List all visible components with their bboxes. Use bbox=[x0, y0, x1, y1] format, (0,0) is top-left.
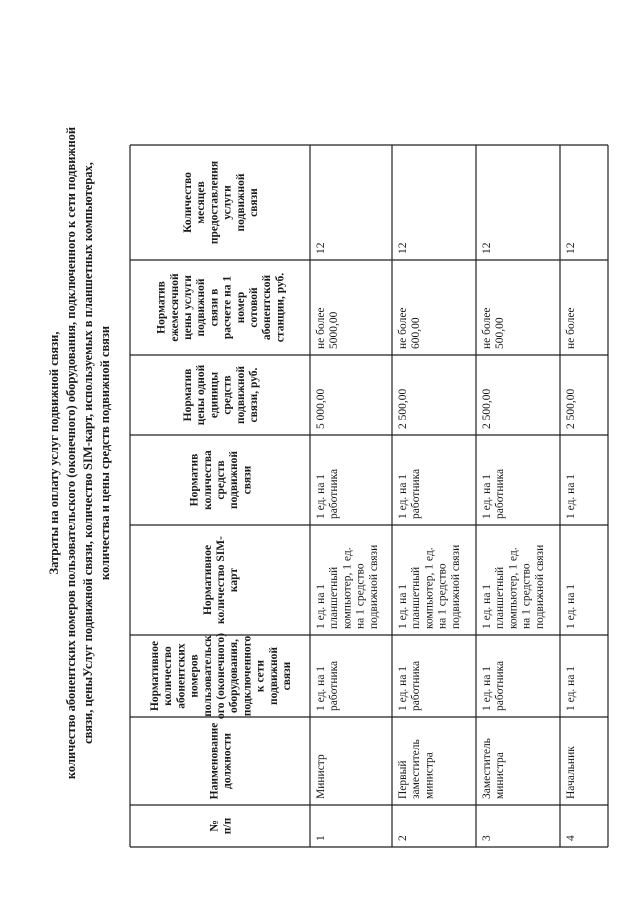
row-1-col-4-line-4: подвижной связи bbox=[367, 544, 380, 629]
row-4-col-6-line-0: 2 500,00 bbox=[565, 388, 577, 429]
header-col-2-line-1: должности bbox=[221, 733, 234, 789]
row-1-col-3-line-0: 1 ед. на 1 bbox=[315, 665, 327, 711]
header-col-2-line-0: Наименование bbox=[208, 722, 221, 800]
header-col-8-line-2: предоставления bbox=[208, 160, 221, 245]
row-1-col-4-line-0: 1 ед. на 1 bbox=[315, 583, 327, 629]
header-col-6-line-4: подвижной bbox=[234, 365, 247, 425]
row-4-col-3-line-0: 1 ед. на 1 bbox=[565, 665, 577, 711]
row-2-col-4-line-1: планшетный bbox=[410, 566, 423, 629]
row-1-col-1-line-0: 1 bbox=[315, 835, 327, 841]
row-3-col-4-line-3: на 1 средство bbox=[520, 563, 533, 629]
header-col-4-line-1: количество SIM- bbox=[215, 536, 227, 624]
row-3-col-4-line-1: планшетный bbox=[494, 566, 507, 629]
row-2-col-2-line-0: Первый bbox=[397, 760, 409, 799]
title-line-4: количества и цены средств подвижной связи bbox=[98, 325, 112, 581]
row-3-col-5-line-0: 1 ед. на 1 bbox=[481, 473, 493, 519]
header-col-7-line-2: цены услуги bbox=[182, 275, 194, 340]
header-col-8-line-0: Количество bbox=[182, 172, 194, 233]
header-col-4-line-2: карт bbox=[228, 567, 241, 593]
row-2-col-4-line-3: на 1 средство bbox=[436, 563, 449, 629]
row-2-col-5-line-1: работника bbox=[410, 468, 423, 519]
norms-table bbox=[149, 161, 577, 841]
row-4-col-2-line-0: Начальник bbox=[565, 746, 577, 799]
row-3-col-2-line-0: Заместитель bbox=[481, 738, 493, 799]
header-col-7-line-1: ежемесячной bbox=[168, 273, 181, 342]
row-2-col-6-line-0: 2 500,00 bbox=[397, 388, 409, 429]
header-col-3-line-4: пользовательск bbox=[201, 635, 214, 717]
row-3-col-1-line-0: 3 bbox=[481, 835, 493, 841]
row-2-col-5-line-0: 1 ед. на 1 bbox=[397, 473, 409, 519]
row-4-col-4-line-0: 1 ед. на 1 bbox=[565, 583, 577, 629]
header-col-6-line-5: связи, руб. bbox=[248, 367, 260, 423]
row-1-col-5-line-1: работника bbox=[328, 468, 341, 519]
header-col-3-line-9: подвижной bbox=[267, 646, 280, 706]
header-col-7-line-8: абонентской bbox=[261, 274, 274, 341]
header-col-3-line-6: оборудования, bbox=[228, 639, 241, 713]
row-2-col-2-line-2: министра bbox=[423, 752, 436, 799]
row-2-col-4-line-4: подвижной связи bbox=[449, 544, 462, 629]
row-4-col-1-line-0: 4 bbox=[565, 835, 577, 841]
row-1-col-2-line-0: Министр bbox=[315, 754, 327, 799]
document-title bbox=[47, 127, 112, 779]
header-col-5-line-2: средств bbox=[215, 460, 227, 500]
row-1-col-7-line-0: не более bbox=[315, 307, 327, 349]
row-4-col-5-line-0: 1 ед. на 1 bbox=[565, 473, 577, 519]
header-col-3-line-0: Нормативное bbox=[149, 640, 161, 712]
row-1-col-4-line-3: на 1 средство bbox=[354, 563, 367, 629]
header-col-5-line-4: связи bbox=[241, 465, 254, 495]
header-col-8-line-4: подвижной bbox=[234, 173, 247, 232]
row-1-col-4-line-2: компьютер, 1 ед. bbox=[341, 547, 354, 629]
header-col-3-line-8: к сети bbox=[254, 659, 267, 693]
header-col-8-line-5: связи bbox=[248, 188, 260, 217]
header-col-3-line-7: подключенного bbox=[241, 635, 254, 717]
row-3-col-4-line-4: подвижной связи bbox=[533, 544, 546, 629]
header-col-6-line-2: единицы bbox=[208, 371, 221, 419]
row-2-col-7-line-1: 600,00 bbox=[410, 317, 423, 349]
row-2-col-3-line-0: 1 ед. на 1 bbox=[397, 665, 409, 711]
row-3-col-4-line-0: 1 ед. на 1 bbox=[481, 583, 493, 629]
header-col-3-line-1: количество bbox=[162, 646, 175, 706]
row-2-col-7-line-0: не более bbox=[397, 307, 409, 349]
row-3-col-7-line-0: не более bbox=[481, 307, 493, 349]
header-col-7-line-6: номер bbox=[234, 291, 247, 324]
row-1-col-5-line-0: 1 ед. на 1 bbox=[315, 473, 327, 519]
header-col-5-line-0: Норматив bbox=[188, 453, 201, 507]
row-3-col-3-line-1: работника bbox=[494, 660, 507, 711]
row-1-col-8-line-0: 12 bbox=[315, 242, 327, 254]
header-col-7-line-0: Норматив bbox=[155, 281, 168, 334]
header-col-3-line-3: номеров bbox=[188, 654, 201, 698]
header-col-1-line-1: п/п bbox=[221, 817, 234, 835]
row-2-col-2-line-1: заместитель bbox=[410, 739, 423, 799]
title-line-2: количество абонентских номеров пользовательского (оконечного) оборудования, подключенного к сети подвижной bbox=[64, 126, 78, 780]
row-2-col-1-line-0: 2 bbox=[397, 835, 409, 841]
header-col-7-line-3: подвижной bbox=[195, 278, 208, 337]
row-3-col-7-line-1: 500,00 bbox=[494, 317, 507, 349]
row-3-col-6-line-0: 2 500,00 bbox=[481, 388, 493, 429]
header-col-3-line-5: ого (оконечного) bbox=[215, 633, 227, 719]
header-col-6-line-0: Норматив bbox=[182, 368, 194, 422]
header-col-1-line-0: № bbox=[208, 820, 221, 832]
row-3-col-8-line-0: 12 bbox=[481, 242, 493, 254]
title-line-3: связи, ценыУслуг подвижной связи, количество SIM-карт, используемых в планшетных компьютерах, bbox=[81, 162, 95, 744]
header-col-6-line-3: средств bbox=[221, 375, 234, 415]
row-3-col-4-line-2: компьютер, 1 ед. bbox=[507, 547, 520, 629]
row-3-col-2-line-1: министра bbox=[494, 752, 507, 799]
row-1-col-4-line-1: планшетный bbox=[328, 566, 341, 629]
header-col-5-line-3: подвижной bbox=[228, 450, 241, 510]
row-2-col-8-line-0: 12 bbox=[397, 242, 409, 254]
header-col-8-line-3: услуги bbox=[221, 185, 234, 220]
title-line-1: Затраты на оплату услуг подвижной связи, bbox=[47, 331, 61, 575]
row-1-col-3-line-1: работника bbox=[328, 660, 341, 711]
header-col-4-line-0: Нормативное bbox=[201, 544, 214, 616]
row-1-col-6-line-0: 5 000,00 bbox=[315, 388, 327, 429]
header-col-5-line-1: количества bbox=[201, 450, 214, 510]
header-col-8-line-1: месяцев bbox=[195, 181, 208, 224]
row-3-col-5-line-1: работника bbox=[494, 468, 507, 519]
row-2-col-4-line-0: 1 ед. на 1 bbox=[397, 583, 409, 629]
header-col-7-line-5: расчете на 1 bbox=[221, 275, 234, 340]
header-col-7-line-7: сотовой bbox=[248, 287, 260, 328]
row-2-col-4-line-2: компьютер, 1 ед. bbox=[423, 547, 436, 629]
header-col-7-line-4: связи в bbox=[208, 288, 221, 327]
row-4-col-7-line-0: не более bbox=[565, 307, 577, 349]
row-2-col-3-line-1: работника bbox=[410, 660, 423, 711]
row-4-col-8-line-0: 12 bbox=[565, 242, 577, 254]
row-3-col-3-line-0: 1 ед. на 1 bbox=[481, 665, 493, 711]
row-1-col-7-line-1: 5000,00 bbox=[328, 311, 341, 349]
header-col-7-line-9: станции, руб. bbox=[274, 272, 287, 343]
header-col-3-line-10: связи bbox=[281, 661, 293, 691]
header-col-3-line-2: абонентских bbox=[175, 643, 188, 709]
header-col-6-line-1: цены одной bbox=[195, 364, 208, 426]
